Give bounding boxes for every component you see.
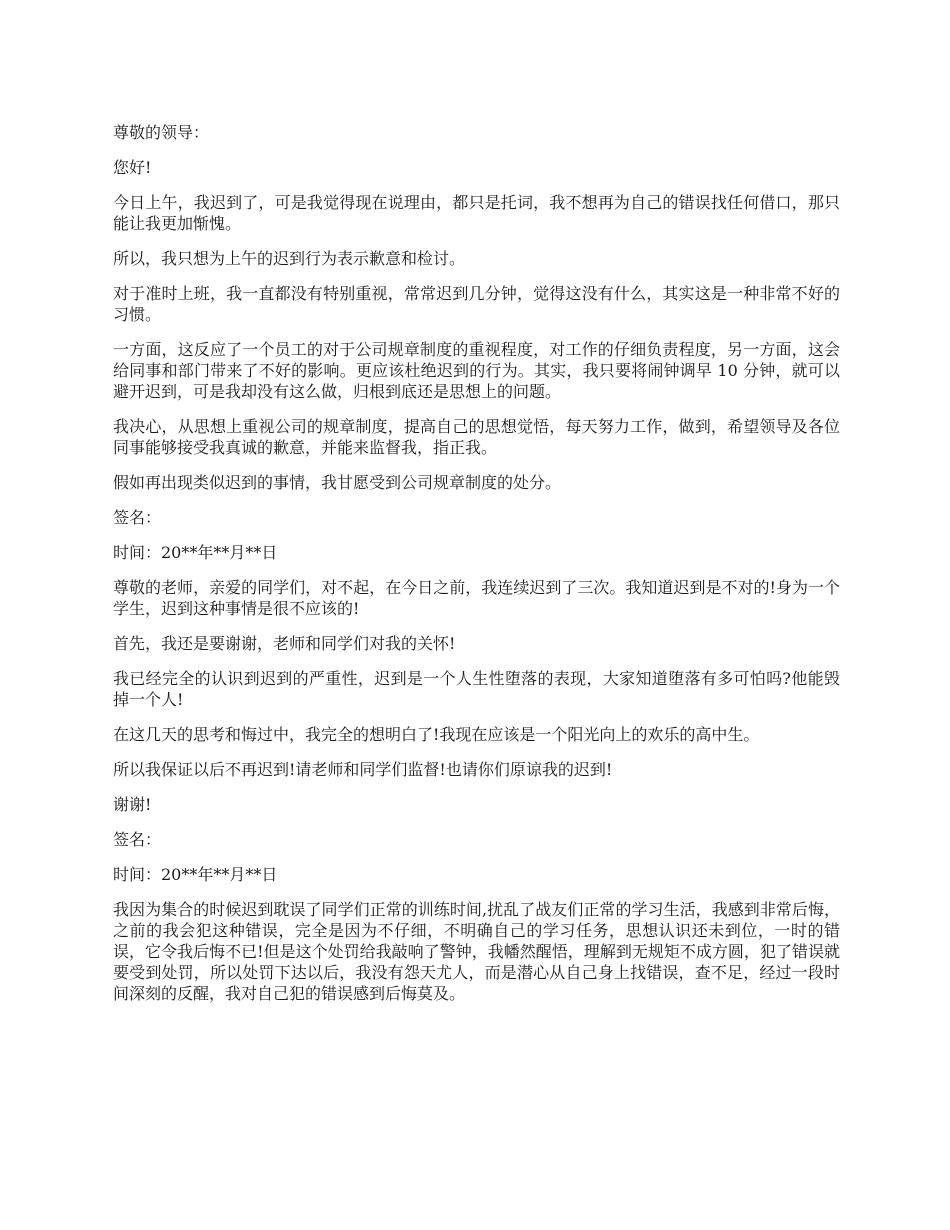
paragraph: 我已经完全的认识到迟到的严重性，迟到是一个人生性堕落的表现，大家知道堕落有多可怕吗?他能毁掉一个人!	[113, 669, 840, 709]
greeting: 尊敬的领导：	[113, 123, 210, 142]
paragraph: 假如再出现类似迟到的事情，我甘愿受到公司规章制度的处分。	[113, 473, 562, 492]
paragraph: 我决心，从思想上重视公司的规章制度，提高自己的思想觉悟，每天努力工作，做到，希望领导及各位同事能够接受我真诚的歉意，并能来监督我，指正我。	[113, 417, 840, 457]
paragraph: 所以我保证以后不再迟到!请老师和同学们监督!也请你们原谅我的迟到!	[113, 760, 613, 779]
paragraph: 所以，我只想为上午的迟到行为表示歉意和检讨。	[113, 249, 466, 268]
date-line: 时间：20**年**月**日	[113, 865, 278, 884]
paragraph: 今日上午，我迟到了，可是我觉得现在说理由，都只是托词，我不想再为自己的错误找任何借口，那只能让我更加惭愧。	[113, 193, 840, 233]
paragraph: 在这几天的思考和悔过中，我完全的想明白了!我现在应该是一个阳光向上的欢乐的高中生。	[113, 725, 760, 744]
paragraph: 尊敬的老师，亲爱的同学们，对不起，在今日之前，我连续迟到了三次。我知道迟到是不对的!身为一个学生，迟到这种事情是很不应该的!	[113, 578, 840, 618]
date-line: 时间：20**年**月**日	[113, 543, 278, 562]
signature-line: 签名：	[113, 830, 162, 849]
signature-line: 签名：	[113, 508, 162, 527]
paragraph: 对于准时上班，我一直都没有特别重视，常常迟到几分钟，觉得这没有什么，其实这是一种非常不好的习惯。	[113, 284, 840, 324]
document-body	[113, 122, 840, 1018]
closing: 谢谢!	[113, 795, 152, 814]
salutation: 您好!	[113, 158, 152, 177]
paragraph: 我因为集合的时候迟到耽误了同学们正常的训练时间,扰乱了战友们正常的学习生活，我感到非常后悔，之前的我会犯这种错误，完全是因为不仔细，不明确自己的学习任务，思想认识还未到位，一时的错误，它令我后悔不已!但是这个处罚给我敲响了警钟，我幡然醒悟，理解到无规矩不成方圆，犯了错误就要受到处罚，所以处罚下达以后，我没有怨天尤人，而是潜心从自己身上找错误，查不足，经过一段时间深刻的反醒，我对自己犯的错误感到后悔莫及。	[113, 900, 840, 1003]
paragraph: 首先，我还是要谢谢，老师和同学们对我的关怀!	[113, 634, 456, 653]
paragraph: 一方面，这反应了一个员工的对于公司规章制度的重视程度，对工作的仔细负责程度，另一方面，这会给同事和部门带来了不好的影响。更应该杜绝迟到的行为。其实，我只要将闹钟调早 10 分钟，就可以避开迟到，可是我却没有这么做，归根到底还是思想上的问题。	[113, 340, 840, 401]
